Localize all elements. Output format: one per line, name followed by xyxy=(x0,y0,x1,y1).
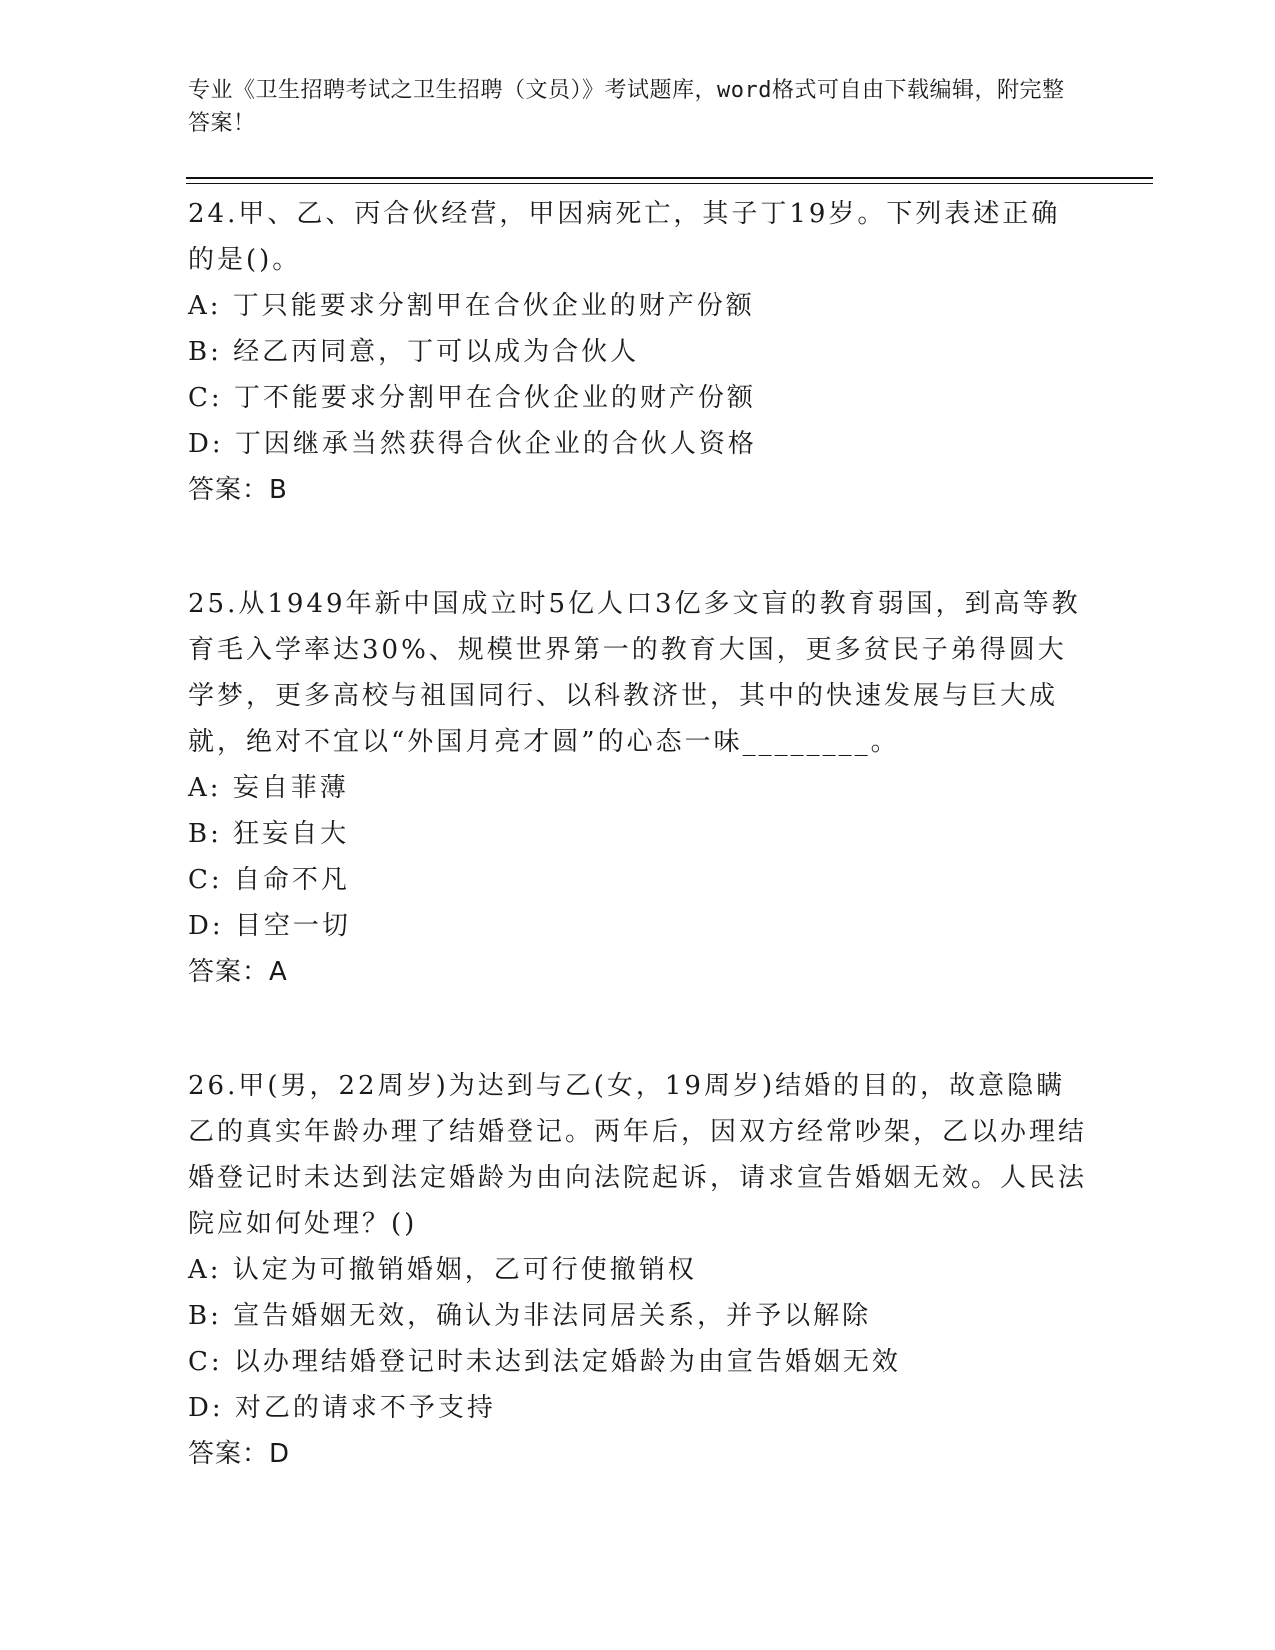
option-b: B: 狂妄自大 xyxy=(188,819,350,849)
question-list xyxy=(188,191,1088,1545)
option-c: C: 自命不凡 xyxy=(188,865,350,895)
option-b: B: 宣告婚姻无效，确认为非法同居关系，并予以解除 xyxy=(188,1301,872,1331)
option-c: C: 丁不能要求分割甲在合伙企业的财产份额 xyxy=(188,383,756,413)
option-c: C: 以办理结婚登记时未达到法定婚龄为由宣告婚姻无效 xyxy=(188,1347,901,1377)
question-stem: 24.甲、乙、丙合伙经营，甲因病死亡，其子丁19岁。下列表述正确的是()。 xyxy=(188,199,1061,275)
header-divider-thin xyxy=(186,183,1153,184)
option-a: A: 丁只能要求分割甲在合伙企业的财产份额 xyxy=(188,291,755,321)
answer-label: 答案：D xyxy=(188,1439,291,1469)
header-divider-thick xyxy=(186,177,1153,179)
question-25 xyxy=(188,581,1088,995)
option-a: A: 认定为可撤销婚姻，乙可行使撤销权 xyxy=(188,1255,697,1285)
document-header: 专业《卫生招聘考试之卫生招聘（文员）》考试题库，word格式可自由下载编辑，附完整答案！ xyxy=(188,78,1065,136)
option-d: D: 目空一切 xyxy=(188,911,351,941)
option-d: D: 丁因继承当然获得合伙企业的合伙人资格 xyxy=(188,429,757,459)
question-stem: 26.甲(男，22周岁)为达到与乙(女，19周岁)结婚的目的，故意隐瞒乙的真实年龄办理了结婚登记。两年后，因双方经常吵架，乙以办理结婚登记时未达到法定婚龄为由向法院起诉，请求宣告婚姻无效。人民法院应如何处理？() xyxy=(188,1071,1088,1239)
option-d: D: 对乙的请求不予支持 xyxy=(188,1393,496,1423)
option-b: B: 经乙丙同意，丁可以成为合伙人 xyxy=(188,337,640,367)
option-a: A: 妄自菲薄 xyxy=(188,773,349,803)
answer-label: 答案：B xyxy=(188,475,288,505)
answer-label: 答案：A xyxy=(188,957,288,987)
question-stem: 25.从1949年新中国成立时5亿人口3亿多文盲的教育弱国，到高等教育毛入学率达30%、规模世界第一的教育大国，更多贫民子弟得圆大学梦，更多高校与祖国同行、以科教济世，其中的快速发展与巨大成就，绝对不宜以“外国月亮才圆”的心态一味________。 xyxy=(188,589,1081,757)
question-24 xyxy=(188,191,1088,513)
question-26 xyxy=(188,1063,1088,1477)
